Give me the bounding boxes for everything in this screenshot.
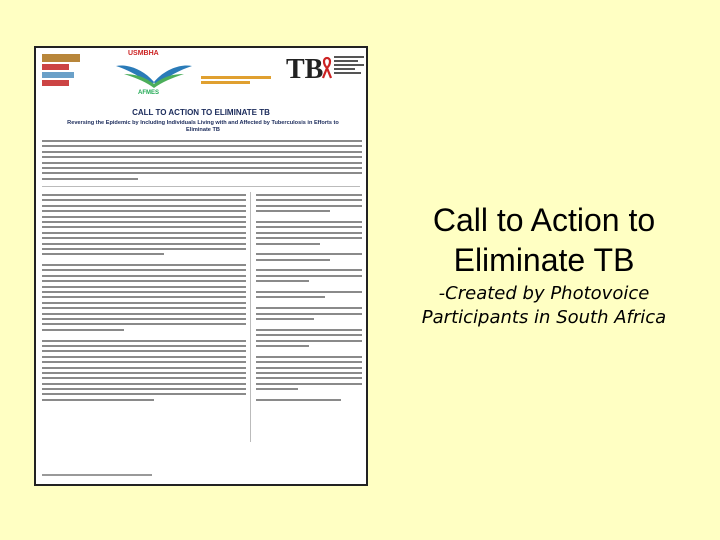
slide-title-line-2: Eliminate TB [453, 242, 635, 278]
partner-logo-center [201, 74, 271, 92]
slide-title-line-1: Call to Action to [432, 202, 656, 238]
document-title: CALL TO ACTION TO ELIMINATE TB [132, 108, 270, 117]
document-thumbnail [34, 46, 368, 486]
left-column-text [42, 194, 246, 404]
usmba-logo: USMBHA [128, 50, 159, 57]
document-footer [42, 474, 152, 476]
slide-subtitle-line-2: Participants in South Africa [421, 307, 667, 328]
partner-logo-left [42, 52, 80, 102]
document-subtitle: Reversing the Epidemic by Including Individuals Living with and Affected by Tuberculosis in Efforts to Eliminate TB [67, 120, 339, 133]
right-column-text [256, 194, 362, 404]
tb-logo: TB [286, 54, 324, 85]
logo-banner [36, 48, 366, 106]
column-divider [250, 192, 251, 442]
intro-text [42, 140, 362, 183]
slide-subtitle [402, 282, 686, 330]
afmes-wings-icon [114, 60, 194, 90]
afmes-logo: AFMES [138, 90, 159, 96]
section-divider [42, 186, 360, 187]
slide-title [404, 200, 684, 280]
alliance-logo [334, 54, 364, 76]
slide-subtitle-line-1: -Created by Photovoice [438, 283, 650, 304]
red-ribbon-icon [322, 56, 332, 80]
